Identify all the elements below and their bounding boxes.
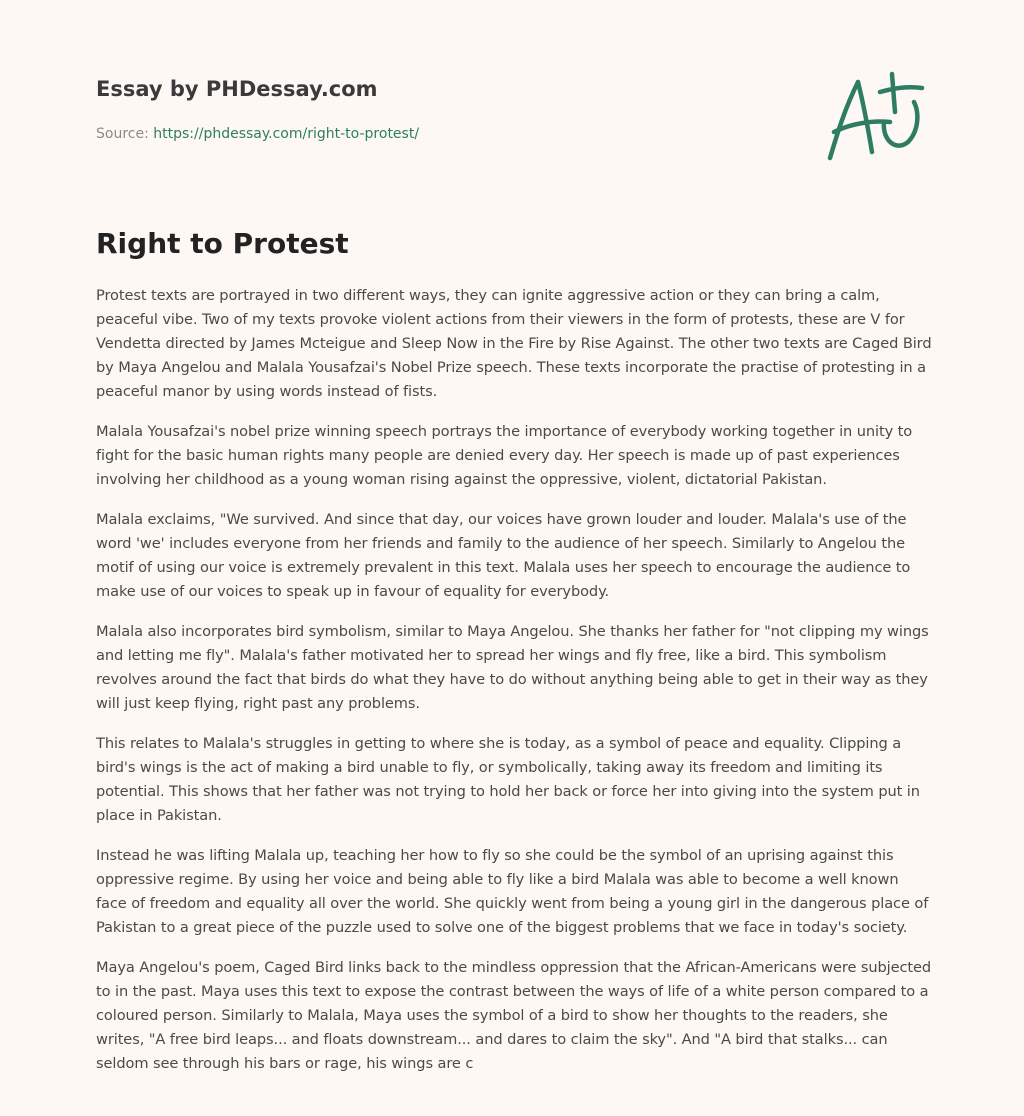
source-link[interactable]: https://phdessay.com/right-to-protest/ [153, 126, 420, 142]
source-label: Source: [96, 126, 154, 142]
site-brand: Essay by PHDessay.com [96, 77, 378, 101]
paragraph: Protest texts are portrayed in two different ways, they can ignite aggressive action or they can bring a calm, peaceful vibe. Two of my texts provoke violent actions from their viewers in the form of protests, these are V for Vendetta directed by James Mcteigue and Sleep Now in the Fire by Rise Against. The other two texts are Caged Bird by Maya Angelou and Malala Yousafzai's Nobel Prize speech. These texts incorporate the practise of protesting in a peaceful manor by using words instead of fists. [96, 287, 932, 400]
paragraph: Maya Angelou's poem, Caged Bird links back to the mindless oppression that the African-Americans were subjected to in the past. Maya uses this text to expose the contrast between the ways of life of a white person compared to a coloured person. Similarly to Malala, Maya uses the symbol of a bird to show her thoughts to the readers, she writes, "A free bird leaps... and floats downstream... and dares to claim the sky". And "A bird that stalks... can seldom see through his bars or rage, his wings are c [96, 959, 932, 1072]
paragraph: Malala exclaims, "We survived. And since that day, our voices have grown louder and louder. Malala's use of the word 'we' includes everyone from her friends and family to the audience of her speech. Similarly to Angelou the motif of using our voice is extremely prevalent in this text. Malala uses her speech to encourage the audience to make use of our voices to speak up in favour of equality for everybody. [96, 511, 911, 600]
article-body [96, 284, 932, 1084]
paragraph: Instead he was lifting Malala up, teaching her how to fly so she could be the symbol of an uprising against this oppressive regime. By using her voice and being able to fly like a bird Malala was able to become a well known face of freedom and equality all over the world. She quickly went from being a young girl in the dangerous place of Pakistan to a great piece of the puzzle used to solve one of the biggest problems that we face in today's society. [96, 847, 929, 936]
paragraph: Malala Yousafzai's nobel prize winning speech portrays the importance of everybody working together in unity to fight for the basic human rights many people are denied every day. Her speech is made up of past experiences involving her childhood as a young woman rising against the oppressive, violent, dictatorial Pakistan. [96, 423, 913, 488]
article-title: Right to Protest [96, 227, 349, 260]
source-line [96, 124, 928, 144]
page-header [96, 74, 928, 144]
a-plus-grade-icon [820, 66, 930, 166]
paragraph: This relates to Malala's struggles in getting to where she is today, as a symbol of peace and equality. Clipping a bird's wings is the act of making a bird unable to fly, or symbolically, taking away its freedom and limiting its potential. This shows that her father was not trying to hold her back or force her into giving into the system put in place in Pakistan. [96, 735, 920, 824]
paragraph: Malala also incorporates bird symbolism, similar to Maya Angelou. She thanks her father for "not clipping my wings and letting me fly". Malala's father motivated her to spread her wings and fly free, like a bird. This symbolism revolves around the fact that birds do what they have to do without anything being able to get in their way as they will just keep flying, right past any problems. [96, 623, 929, 712]
